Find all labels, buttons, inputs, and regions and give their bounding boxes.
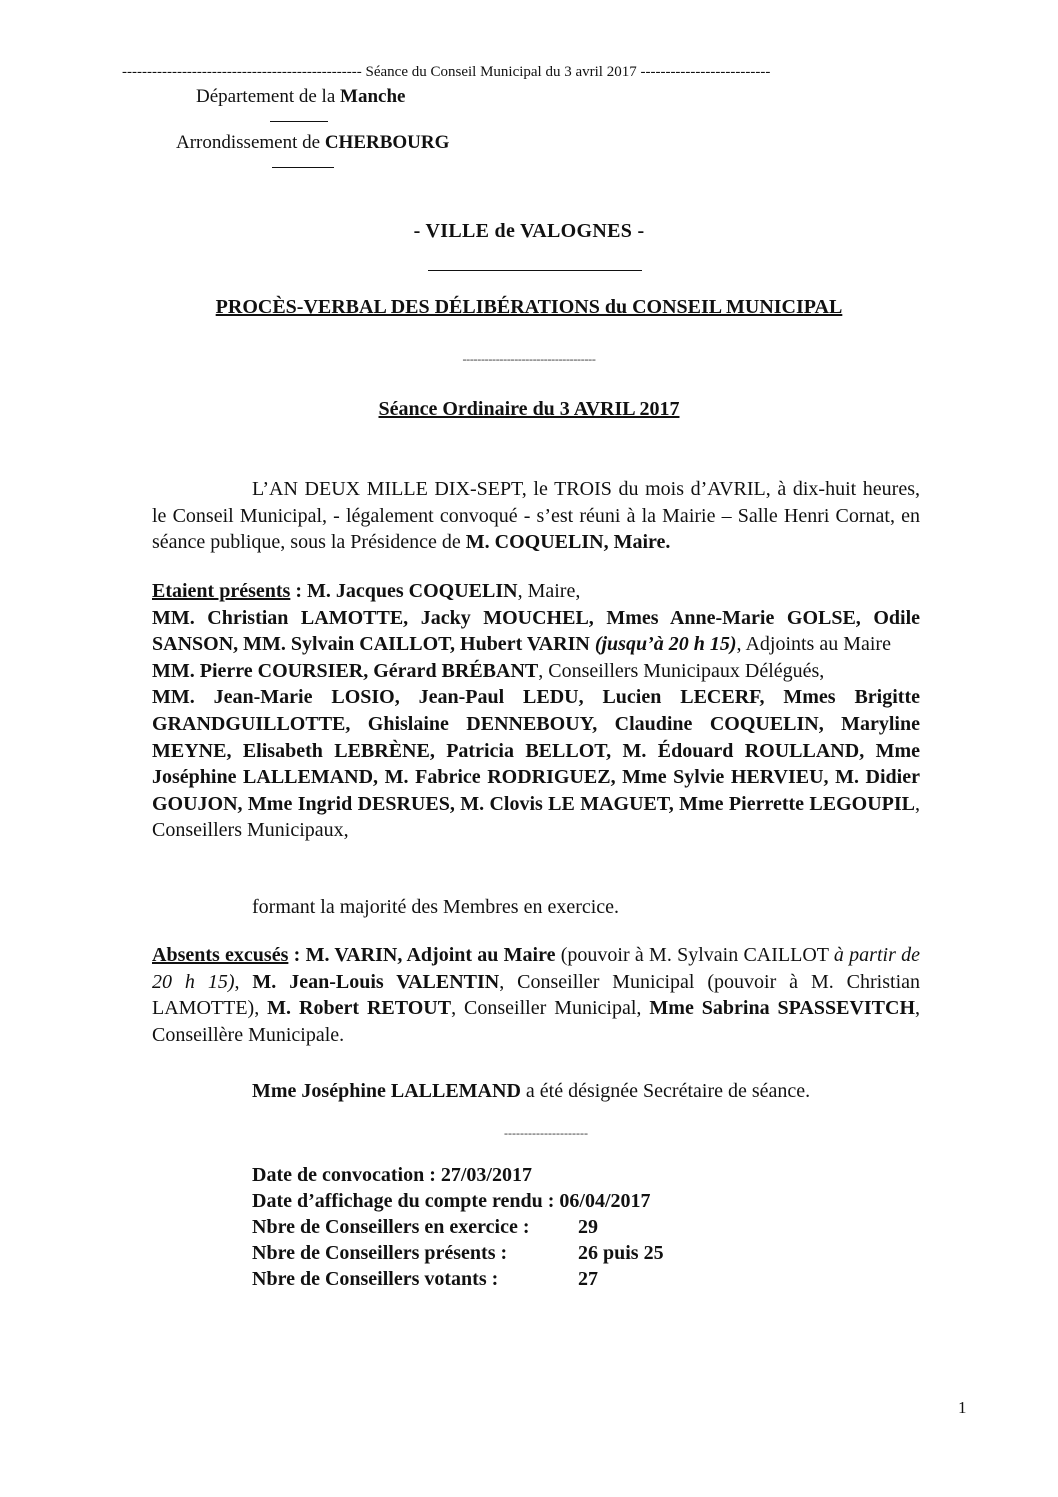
present-conseillers	[152, 684, 920, 844]
arrondissement-prefix: Arrondissement de	[176, 132, 325, 153]
stat-affichage: Date d’affichage du compte rendu : 06/04/2017	[252, 1190, 651, 1212]
absent-sep: ,	[234, 970, 253, 993]
absent-valentin: M. Jean-Louis VALENTIN	[252, 970, 500, 993]
city-title: - VILLE de VALOGNES -	[413, 220, 645, 242]
stats-block	[252, 1162, 664, 1292]
stats-separator: ---------------------	[504, 1126, 588, 1140]
secretary-name: Mme Joséphine LALLEMAND	[252, 1080, 521, 1102]
department-prefix: Département de la	[196, 86, 341, 107]
present-line-mayor	[152, 578, 920, 605]
department-line	[196, 86, 405, 108]
intro-president: M. COQUELIN, Maire.	[465, 531, 671, 554]
page-number: 1	[958, 1398, 967, 1417]
session-title: Séance Ordinaire du 3 AVRIL 2017	[378, 398, 680, 420]
department-rule	[270, 121, 328, 122]
stat-exercice-label: Nbre de Conseillers en exercice :	[252, 1216, 530, 1238]
present-label: Etaient présents	[152, 580, 291, 602]
stat-exercice-value: 29	[578, 1216, 598, 1238]
stat-votants-value: 27	[578, 1268, 598, 1290]
stat-exercice	[252, 1214, 651, 1240]
absent-varin-time: à partir de 20 h 15)	[152, 944, 920, 993]
title-separator: ------------------------------------	[462, 352, 596, 366]
present-delegues-names: MM. Pierre COURSIER, Gérard BRÉBANT	[152, 659, 539, 682]
running-head: ------------------------------------------------ Séance du Conseil Municipal du 3 avril 2017 --------------------------	[122, 64, 771, 80]
absent-label: Absents excusés	[152, 944, 289, 966]
intro-text: L’AN DEUX MILLE DIX-SEPT, le TROIS du mois d’AVRIL, à dix-huit heures, le Conseil Municipal, - légalement convoqué - s’est réuni à la Mairie – Salle Henri Cornat, en séance publique, sous la Présidence de	[152, 478, 920, 554]
stat-presents-label: Nbre de Conseillers présents :	[252, 1242, 508, 1264]
page-title: PROCÈS-VERBAL DES DÉLIBÉRATIONS du CONSEIL MUNICIPAL	[215, 296, 843, 318]
department-name: Manche	[340, 86, 406, 107]
present-adjoints-names: MM. Christian LAMOTTE, Jacky MOUCHEL, Mmes Anne-Marie GOLSE, Odile SANSON, MM. Sylvain CAILLOT, Hubert VARIN	[152, 606, 920, 656]
absent-varin: M. VARIN, Adjoint au Maire	[305, 944, 556, 966]
present-colon: :	[290, 580, 307, 602]
present-mayor-name: M. Jacques COQUELIN	[307, 580, 518, 602]
absent-paragraph	[152, 942, 920, 1048]
present-adjoints-role: , Adjoints au Maire	[736, 633, 891, 656]
secretary-line	[252, 1080, 810, 1103]
absent-spassevitch-rest: , Conseillère Municipale.	[152, 997, 921, 1046]
present-conseillers-names: MM. Jean-Marie LOSIO, Jean-Paul LEDU, Lucien LECERF, Mmes Brigitte GRANDGUILLOTTE, Ghislaine DENNEBOUY, Claudine COQUELIN, Maryline MEYNE, Elisabeth LEBRÈNE, Patricia BELLOT, M. Édouard ROULLAND, Mme Joséphine LALLEMAND, M. Fabrice RODRIGUEZ, Mme Sylvie HERVIEU, M. Didier GOUJON, Mme Ingrid DESRUES, M. Clovis LE MAGUET, Mme Pierrette LEGOUPIL	[152, 686, 920, 815]
absent-spassevitch: Mme Sabrina SPASSEVITCH	[649, 997, 916, 1020]
intro-paragraph	[152, 476, 920, 556]
absent-valentin-rest: , Conseiller Municipal (pouvoir à M. Christian LAMOTTE),	[152, 970, 921, 1020]
secretary-rest: a été désignée Secrétaire de séance.	[520, 1080, 811, 1102]
majority-line: formant la majorité des Membres en exercice.	[252, 896, 620, 918]
absent-retout: M. Robert RETOUT	[267, 997, 452, 1020]
stat-presents-value: 26 puis 25	[578, 1242, 664, 1264]
arrondissement-rule	[272, 167, 334, 168]
arrondissement-name: CHERBOURG	[324, 132, 450, 153]
stat-convocation: Date de convocation : 27/03/2017	[252, 1164, 532, 1186]
absent-varin-proxy: (pouvoir à M. Sylvain CAILLOT	[555, 944, 834, 966]
present-delegues	[152, 658, 920, 685]
present-mayor-role: , Maire,	[517, 580, 581, 602]
present-conseillers-role: , Conseillers Municipaux,	[152, 792, 920, 842]
present-delegues-role: , Conseillers Municipaux Délégués,	[538, 659, 825, 682]
city-rule	[428, 270, 642, 271]
present-paragraph	[152, 578, 920, 844]
absent-colon: :	[288, 944, 306, 966]
present-adjoints	[152, 605, 920, 658]
stat-votants-label: Nbre de Conseillers votants :	[252, 1268, 499, 1290]
stat-votants	[252, 1266, 651, 1292]
stat-presents	[252, 1240, 664, 1266]
absent-retout-rest: , Conseiller Municipal,	[451, 997, 650, 1020]
present-varin-note: (jusqu’à 20 h 15)	[594, 633, 737, 656]
arrondissement-line	[176, 132, 449, 154]
